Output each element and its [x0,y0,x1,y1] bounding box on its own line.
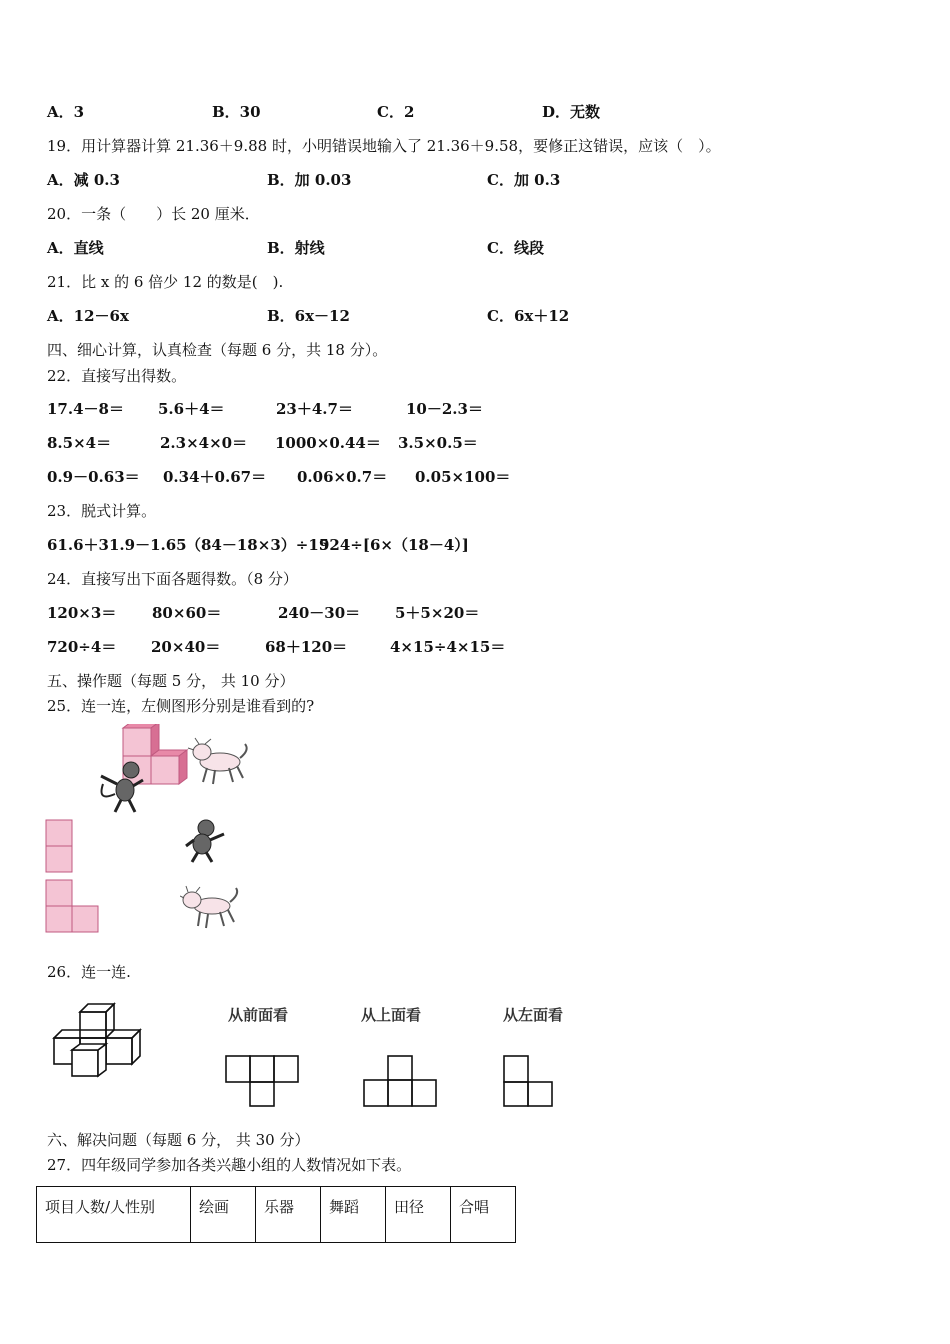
monkey-icon[interactable] [180,816,230,864]
q23-stem: 23．脱式计算。 [47,502,157,520]
q20-option-c: C．线段 [487,239,544,257]
q22-stem: 22．直接写出得数。 [47,367,187,385]
q22-item: 10－2.3＝ [406,400,483,418]
q22-item: 8.5×4＝ [47,434,112,452]
dog-icon[interactable] [180,884,244,932]
section4-heading: 四、细心计算，认真检查（每题 6 分，共 18 分）。 [47,341,388,359]
table-header-cell: 合唱 [451,1187,516,1243]
q25-view-l-shape[interactable] [45,879,101,935]
q23-item: 924÷[6×（18－4）] [319,536,469,554]
table-header-cell: 田径 [386,1187,451,1243]
q22-item: 23＋4.7＝ [276,400,353,418]
q19-option-c: C．加 0.3 [487,171,561,189]
table-row [37,1187,516,1243]
q26-caption-front: 从前面看 [228,1006,289,1024]
q25-view-column[interactable] [45,819,75,875]
q21-option-a: A．12－6x [47,307,129,325]
q24-item: 240－30＝ [278,604,361,622]
q21-option-b: B．6x－12 [267,307,350,325]
q22-item: 17.4－8＝ [47,400,124,418]
q20-option-a: A．直线 [47,239,104,257]
q18-option-c: C．2 [377,103,415,121]
q22-item: 2.3×4×0＝ [160,434,248,452]
q24-item: 68＋120＝ [265,638,348,656]
table-header-cell: 项目人数/人性别 [37,1187,191,1243]
q26-view-front[interactable] [224,1054,304,1110]
q24-stem: 24．直接写出下面各题得数。（8 分） [47,570,298,588]
q24-item: 120×3＝ [47,604,117,622]
q22-item: 0.9－0.63＝ [47,468,140,486]
q26-solid-figure [48,1000,160,1084]
section6-heading: 六、解决问题（每题 6 分， 共 30 分） [47,1131,310,1149]
q24-item: 4×15÷4×15＝ [390,638,506,656]
q23-item: 61.6＋31.9－1.65 [47,536,187,554]
q22-item: 1000×0.44＝ [275,434,381,452]
q24-item: 80×60＝ [152,604,222,622]
q22-item: 0.05×100＝ [415,468,511,486]
q27-table [36,1186,516,1243]
table-header-cell: 舞蹈 [321,1187,386,1243]
q19-stem: 19．用计算器计算 21.36＋9.88 时，小明错误地输入了 21.36＋9.58，要修正这错误，应该（ ）。 [47,137,721,155]
section5-heading: 五、操作题（每题 5 分， 共 10 分） [47,672,295,690]
table-header-cell: 绘画 [191,1187,256,1243]
q19-option-a: A．减 0.3 [47,171,120,189]
q24-item: 5＋5×20＝ [395,604,480,622]
q18-option-d: D．无数 [542,103,601,121]
q26-view-left[interactable] [502,1054,558,1110]
q22-item: 0.34＋0.67＝ [163,468,267,486]
q24-item: 20×40＝ [151,638,221,656]
q22-item: 3.5×0.5＝ [398,434,478,452]
q26-view-top[interactable] [362,1054,442,1110]
q26-caption-top: 从上面看 [361,1006,422,1024]
table-header-cell: 乐器 [256,1187,321,1243]
q20-option-b: B．射线 [267,239,325,257]
q25-stem: 25．连一连，左侧图形分别是谁看到的? [47,697,315,715]
q21-option-c: C．6x＋12 [487,307,570,325]
q18-option-a: A．3 [47,103,85,121]
q22-item: 5.6＋4＝ [158,400,225,418]
q26-caption-left: 从左面看 [503,1006,564,1024]
q18-option-b: B．30 [212,103,261,121]
q24-item: 720÷4＝ [47,638,117,656]
q26-stem: 26．连一连. [47,963,131,981]
q22-item: 0.06×0.7＝ [297,468,388,486]
q19-option-b: B．加 0.03 [267,171,352,189]
q27-stem: 27．四年级同学参加各类兴趣小组的人数情况如下表。 [47,1156,412,1174]
q25-cube-scene [85,724,260,816]
dog-icon [188,738,247,784]
q21-stem: 21．比 x 的 6 倍少 12 的数是( ). [47,273,284,291]
q23-item: （84－18×3）÷15 [186,536,330,554]
monkey-icon [101,762,143,812]
q20-stem: 20．一条（ ）长 20 厘米． [47,205,260,223]
